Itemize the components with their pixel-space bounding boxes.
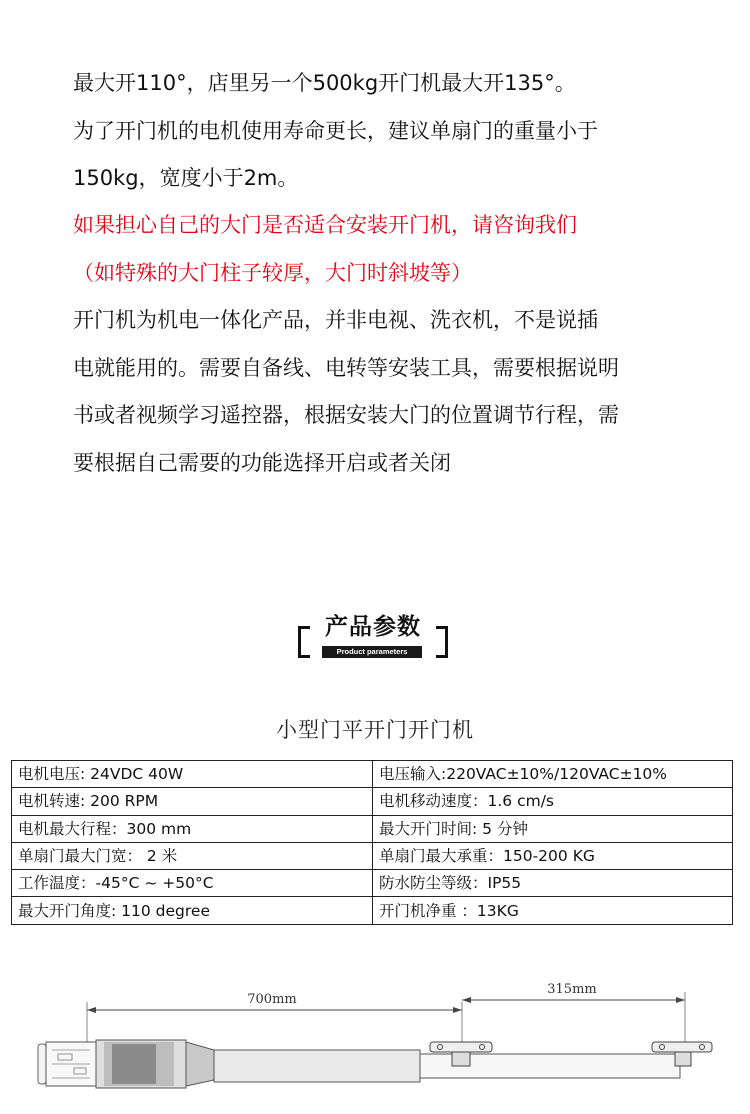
table-cell: 单扇门最大承重：150-200 KG (373, 842, 733, 869)
notice-line: 如果担心自己的大门是否适合安装开门机，请咨询我们 (73, 213, 577, 237)
table-cell: 防水防尘等级：IP55 (373, 870, 733, 897)
table-row (12, 842, 733, 869)
description-line: 电就能用的。需要自备线、电转等安装工具，需要根据说明 (73, 355, 619, 380)
spec-table-title: 小型门平开门开门机 (276, 718, 474, 742)
table-cell: 电机电压: 24VDC 40W (12, 761, 373, 788)
table-cell: 最大开门角度: 110 degree (12, 897, 373, 924)
description-line: 要根据自己需要的功能选择开启或者关闭 (73, 450, 451, 475)
description-paragraph (73, 297, 619, 487)
table-cell: 单扇门最大门宽： 2 米 (12, 842, 373, 869)
table-row (12, 870, 733, 897)
table-row (12, 897, 733, 924)
table-cell: 工作温度：-45°C ~ +50°C (12, 870, 373, 897)
table-row (12, 788, 733, 815)
table-cell: 电机转速: 200 RPM (12, 788, 373, 815)
table-row (12, 815, 733, 842)
tube-taper (186, 1042, 214, 1086)
table-cell: 电机最大行程：300 mm (12, 815, 373, 842)
description-line: 开门机为机电一体化产品，并非电视、洗衣机，不是说插 (73, 308, 598, 332)
table-cell: 电机移动速度：1.6 cm/s (373, 788, 733, 815)
table-cell: 电压输入:220VAC±10%/120VAC±10% (373, 761, 733, 788)
table-cell: 最大开门时间: 5 分钟 (373, 815, 733, 842)
intro-line: 150kg，宽度小于2m。 (73, 166, 299, 190)
dimension-315-label: 315mm (547, 982, 597, 997)
notice-line: （如特殊的大门柱子较厚，大门时斜坡等） (73, 260, 472, 285)
section-heading (298, 610, 448, 660)
notice-paragraph (73, 202, 577, 297)
motor-housing (38, 1040, 186, 1088)
spec-table (11, 760, 733, 925)
table-row (12, 761, 733, 788)
section-title: 产品参数 (325, 614, 421, 640)
opener-dimension-drawing (0, 970, 750, 1114)
intro-paragraph (73, 60, 598, 203)
intro-line: 为了开门机的电机使用寿命更长，建议单扇门的重量小于 (73, 118, 598, 143)
table-cell: 开门机净重 ：13KG (373, 897, 733, 924)
outer-tube (214, 1050, 420, 1082)
section-subtitle: Product parameters (322, 646, 422, 658)
intro-line: 最大开110°，店里另一个500kg开门机最大开135°。 (73, 71, 576, 95)
dimension-700-label: 700mm (247, 992, 297, 1007)
description-line: 书或者视频学习遥控器，根据安装大门的位置调节行程，需 (73, 403, 619, 427)
